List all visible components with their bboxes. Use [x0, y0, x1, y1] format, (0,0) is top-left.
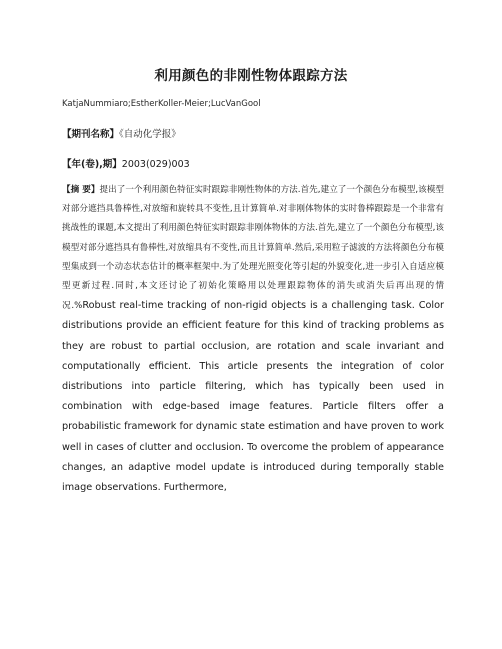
journal-field — [62, 126, 181, 140]
paper-title: 利用颜色的非刚性物体跟踪方法 — [154, 68, 348, 84]
abstract-text-english: Robust real-time tracking of non-rigid objects is a challenging task. Color distributions provide an efficient feature for this kind of tracking problems as they are robust to partial occlusion, are rotation and scale invariant and computationally efficient. This article presents the integration of color distributions into particle filtering, which has typically been used in combination with edge-based image features. Particle filters offer a probabilistic framework for dynamic state estimation and have proven to work well in cases of clutter and occlusion. To overcome the problem of appearance changes, an adaptive model update is introduced during temporally stable image observations. Furthermore, — [62, 300, 444, 494]
author-list: KatjaNummiaro;EstherKoller-Meier;LucVanGool — [62, 99, 261, 109]
year-issue-label: 【年(卷),期】 — [62, 159, 122, 170]
abstract-text-chinese: 提出了一个利用颜色特征实时跟踪非刚性物体的方法.首先,建立了一个颜色分布模型,该模型对部分遮挡具鲁棒性,对放缩和旋转具不变性,且计算简单.对非刚体物体的实时鲁棒跟踪是一个非常有挑战性的课题,本文提出了利用颜色特征实时跟踪非刚体物体的方法.首先,建立了一个颜色分布模型,该模型对部分遮挡具有鲁棒性,对放缩具有不变性,而且计算简单.然后,采用粒子滤波的方法将颜色分布模型集成到一个动态状态估计的概率框架中.为了处理光照变化等引起的外貌变化,进一步引入自适应模型更新过程.同时,本文还讨论了初始化策略用以处理跟踪物体的消失或消失后再出现的情况.% — [62, 185, 444, 312]
abstract-label: 【摘 要】 — [62, 185, 100, 195]
year-issue-field — [62, 156, 190, 170]
year-issue-value: 2003(029)003 — [121, 159, 190, 170]
journal-value: 《自动化学报》 — [119, 129, 181, 140]
journal-label: 【期刊名称】 — [62, 129, 120, 140]
abstract — [62, 181, 444, 498]
